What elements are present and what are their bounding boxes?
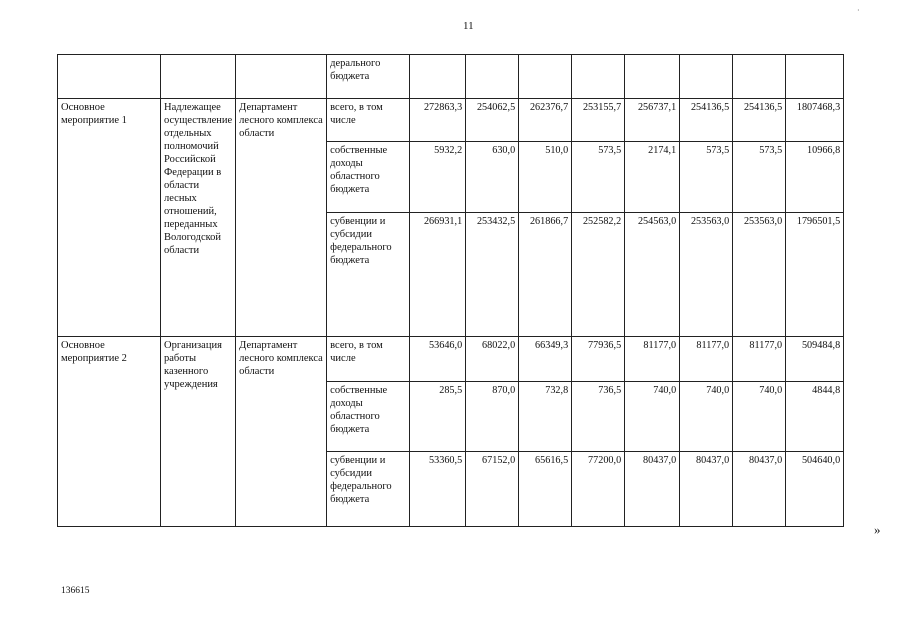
value-cell: 266931,1 bbox=[410, 213, 466, 337]
value-cell: 740,0 bbox=[680, 382, 733, 452]
value-cell: 4844,8 bbox=[786, 382, 844, 452]
activity-cell: Основное мероприятие 1 bbox=[58, 99, 161, 337]
name-cell bbox=[161, 55, 236, 99]
value-cell: 53646,0 bbox=[410, 337, 466, 382]
value-cell: 509484,8 bbox=[786, 337, 844, 382]
value-cell: 262376,7 bbox=[519, 99, 572, 142]
source-cell: собственные доходы областного бюджета bbox=[327, 382, 410, 452]
value-cell: 285,5 bbox=[410, 382, 466, 452]
value-cell: 1807468,3 bbox=[786, 99, 844, 142]
source-cell: всего, в том числе bbox=[327, 99, 410, 142]
source-cell: субвенции и субсидии федерального бюджета bbox=[327, 452, 410, 527]
value-cell: 81177,0 bbox=[680, 337, 733, 382]
budget-table bbox=[57, 54, 844, 527]
value-cell: 67152,0 bbox=[466, 452, 519, 527]
value-cell: 5932,2 bbox=[410, 142, 466, 213]
value-cell: 256737,1 bbox=[625, 99, 680, 142]
value-cell: 53360,5 bbox=[410, 452, 466, 527]
source-cell: всего, в том числе bbox=[327, 337, 410, 382]
table-row bbox=[58, 99, 844, 142]
value-cell: 80437,0 bbox=[625, 452, 680, 527]
value-cell: 253563,0 bbox=[733, 213, 786, 337]
executor-cell bbox=[236, 55, 327, 99]
value-cell: 66349,3 bbox=[519, 337, 572, 382]
value-cell: 504640,0 bbox=[786, 452, 844, 527]
value-cell bbox=[410, 55, 466, 99]
executor-cell: Департамент лесного комплекса области bbox=[236, 337, 327, 527]
activity-cell: Основное мероприятие 2 bbox=[58, 337, 161, 527]
value-cell: 77936,5 bbox=[572, 337, 625, 382]
value-cell: 573,5 bbox=[733, 142, 786, 213]
value-cell: 254136,5 bbox=[733, 99, 786, 142]
table-row-top bbox=[58, 55, 844, 99]
value-cell: 573,5 bbox=[572, 142, 625, 213]
source-cell: собственные доходы областного бюджета bbox=[327, 142, 410, 213]
value-cell: 736,5 bbox=[572, 382, 625, 452]
value-cell bbox=[625, 55, 680, 99]
value-cell: 252582,2 bbox=[572, 213, 625, 337]
name-cell: Надлежащее осуществление отдельных полномочий Российской Федерации в области лесных отношений, переданных Вологодской области bbox=[161, 99, 236, 337]
closing-quote: » bbox=[874, 522, 881, 537]
value-cell: 81177,0 bbox=[733, 337, 786, 382]
source-cell: субвенции и субсидии федерального бюджета bbox=[327, 213, 410, 337]
value-cell: 1796501,5 bbox=[786, 213, 844, 337]
executor-cell: Департамент лесного комплекса области bbox=[236, 99, 327, 337]
value-cell: 630,0 bbox=[466, 142, 519, 213]
value-cell: 254136,5 bbox=[680, 99, 733, 142]
value-cell: 870,0 bbox=[466, 382, 519, 452]
value-cell bbox=[786, 55, 844, 99]
value-cell: 253563,0 bbox=[680, 213, 733, 337]
value-cell: 253155,7 bbox=[572, 99, 625, 142]
value-cell: 10966,8 bbox=[786, 142, 844, 213]
value-cell: 80437,0 bbox=[733, 452, 786, 527]
value-cell: 740,0 bbox=[733, 382, 786, 452]
activity-cell bbox=[58, 55, 161, 99]
value-cell: 80437,0 bbox=[680, 452, 733, 527]
value-cell: 254563,0 bbox=[625, 213, 680, 337]
value-cell: 65616,5 bbox=[519, 452, 572, 527]
value-cell bbox=[680, 55, 733, 99]
value-cell: 510,0 bbox=[519, 142, 572, 213]
value-cell: 272863,3 bbox=[410, 99, 466, 142]
value-cell bbox=[519, 55, 572, 99]
value-cell: 254062,5 bbox=[466, 99, 519, 142]
table-row bbox=[58, 337, 844, 382]
source-cell: дерального бюджета bbox=[327, 55, 410, 99]
value-cell: 81177,0 bbox=[625, 337, 680, 382]
value-cell: 261866,7 bbox=[519, 213, 572, 337]
page-number: 11 bbox=[463, 20, 474, 32]
value-cell: 77200,0 bbox=[572, 452, 625, 527]
value-cell: 573,5 bbox=[680, 142, 733, 213]
value-cell: 740,0 bbox=[625, 382, 680, 452]
value-cell: 732,8 bbox=[519, 382, 572, 452]
value-cell: 2174,1 bbox=[625, 142, 680, 213]
corner-mark: · bbox=[857, 6, 860, 15]
value-cell bbox=[572, 55, 625, 99]
value-cell: 68022,0 bbox=[466, 337, 519, 382]
value-cell bbox=[466, 55, 519, 99]
document-code: 136615 bbox=[61, 586, 90, 596]
value-cell bbox=[733, 55, 786, 99]
name-cell: Организация работы казенного учреждения bbox=[161, 337, 236, 527]
value-cell: 253432,5 bbox=[466, 213, 519, 337]
